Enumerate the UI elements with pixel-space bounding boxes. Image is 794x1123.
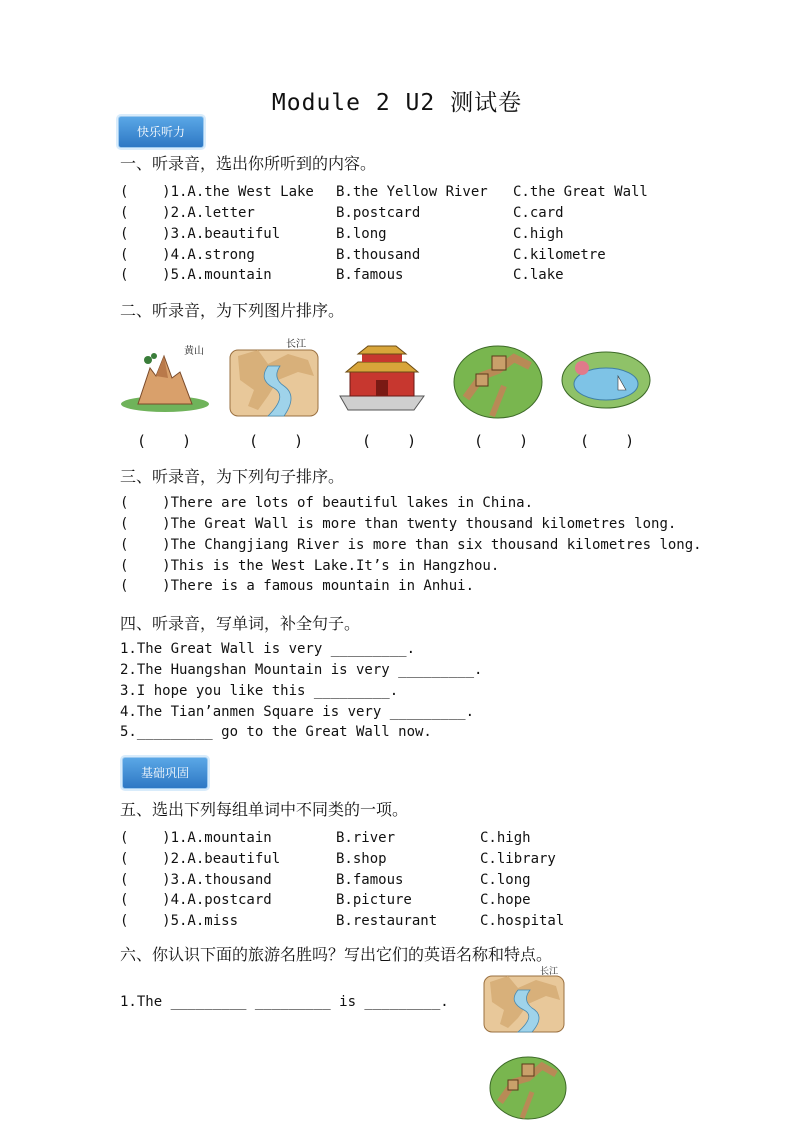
choice-question: ( )2.A.beautiful: [120, 851, 281, 867]
choice-option-c: C.the Great Wall: [513, 184, 648, 200]
choice-option-c: C.kilometre: [513, 247, 606, 263]
great-wall-picture: [452, 336, 544, 420]
choice-question: ( )3.A.thousand: [120, 872, 272, 888]
choice-row: [120, 182, 680, 202]
huangshan-mountain-picture: [120, 338, 215, 413]
basics-badge: 基础巩固: [122, 757, 208, 789]
picture-order-blank[interactable]: ( ): [362, 432, 417, 450]
landmark-sentence-row: 1.The _________ _________ is _________.: [120, 994, 449, 1010]
choice-option-c: C.high: [513, 226, 564, 242]
changjiang-river-small-picture: [480, 964, 568, 1034]
choice-question: ( )3.A.beautiful: [120, 226, 281, 242]
choice-option-c: C.hospital: [480, 913, 565, 929]
choice-option-b: B.the Yellow River: [336, 184, 488, 200]
choice-option-c: C.high: [480, 830, 531, 846]
choice-option-c: C.library: [480, 851, 556, 867]
choice-question: ( )4.A.strong: [120, 247, 255, 263]
choice-option-b: B.famous: [336, 872, 404, 888]
fill-blank-row: 4.The Tian’anmen Square is very _________.: [120, 704, 475, 720]
section5-heading: 五、选出下列每组单词中不同类的一项。: [120, 800, 409, 819]
listening-badge: 快乐听力: [118, 116, 204, 148]
sentence-order-row: ( )There are lots of beautiful lakes in China.: [120, 495, 534, 511]
west-lake-picture: [560, 346, 652, 412]
choice-option-b: B.picture: [336, 892, 412, 908]
choice-option-b: B.river: [336, 830, 396, 846]
odd-one-out-row: [120, 890, 680, 910]
section3-heading: 三、听录音，为下列句子排序。: [120, 467, 345, 486]
choice-option-c: C.hope: [480, 892, 531, 908]
picture-order-blank[interactable]: ( ): [580, 432, 635, 450]
choice-option-b: B.famous: [336, 267, 404, 283]
choice-question: ( )5.A.mountain: [120, 267, 272, 283]
changjiang-label: 长江: [286, 339, 306, 350]
choice-question: ( )2.A.letter: [120, 205, 255, 221]
choice-row: [120, 224, 680, 244]
fill-blank-row: 5._________ go to the Great Wall now.: [120, 724, 432, 740]
odd-one-out-row: [120, 911, 680, 931]
huangshan-label: 黄山: [184, 346, 204, 357]
fill-blank-row: 3.I hope you like this _________.: [120, 683, 399, 699]
choice-question: ( )1.A.mountain: [120, 830, 272, 846]
odd-one-out-row: [120, 849, 680, 869]
choice-row: [120, 265, 680, 285]
choice-option-b: B.postcard: [336, 205, 421, 221]
choice-question: ( )5.A.miss: [120, 913, 239, 929]
choice-option-b: B.restaurant: [336, 913, 438, 929]
sentence-order-row: ( )There is a famous mountain in Anhui.: [120, 578, 475, 594]
choice-option-b: B.thousand: [336, 247, 421, 263]
odd-one-out-row: [120, 870, 680, 890]
changjiang-small-label: 长江: [540, 967, 559, 977]
changjiang-river-picture: [228, 336, 320, 418]
section4-heading: 四、听录音，写单词，补全句子。: [120, 614, 361, 633]
choice-option-c: C.long: [480, 872, 531, 888]
great-wall-small-picture: [488, 1048, 568, 1120]
section6-heading: 六、你认识下面的旅游名胜吗？写出它们的英语名称和特点。: [120, 945, 553, 964]
choice-question: ( )1.A.the West Lake: [120, 184, 314, 200]
page-title: Module 2 U2 测试卷: [271, 90, 523, 116]
choice-option-c: C.lake: [513, 267, 564, 283]
choice-row: [120, 203, 680, 223]
choice-row: [120, 245, 680, 265]
picture-order-blank[interactable]: ( ): [137, 432, 192, 450]
choice-option-c: C.card: [513, 205, 564, 221]
sentence-order-row: ( )This is the West Lake.It’s in Hangzhou.: [120, 558, 500, 574]
choice-option-b: B.shop: [336, 851, 387, 867]
section1-heading: 一、听录音，选出你所听到的内容。: [120, 154, 377, 173]
sentence-order-row: ( )The Changjiang River is more than six thousand kilometres long.: [120, 537, 702, 553]
choice-option-b: B.long: [336, 226, 387, 242]
picture-order-blank[interactable]: ( ): [249, 432, 304, 450]
tiananmen-picture: [336, 342, 428, 414]
choice-question: ( )4.A.postcard: [120, 892, 272, 908]
sentence-order-row: ( )The Great Wall is more than twenty thousand kilometres long.: [120, 516, 677, 532]
fill-blank-row: 2.The Huangshan Mountain is very _________.: [120, 662, 483, 678]
fill-blank-row: 1.The Great Wall is very _________.: [120, 641, 416, 657]
odd-one-out-row: [120, 828, 680, 848]
picture-order-blank[interactable]: ( ): [474, 432, 529, 450]
section2-heading: 二、听录音，为下列图片排序。: [120, 301, 345, 320]
